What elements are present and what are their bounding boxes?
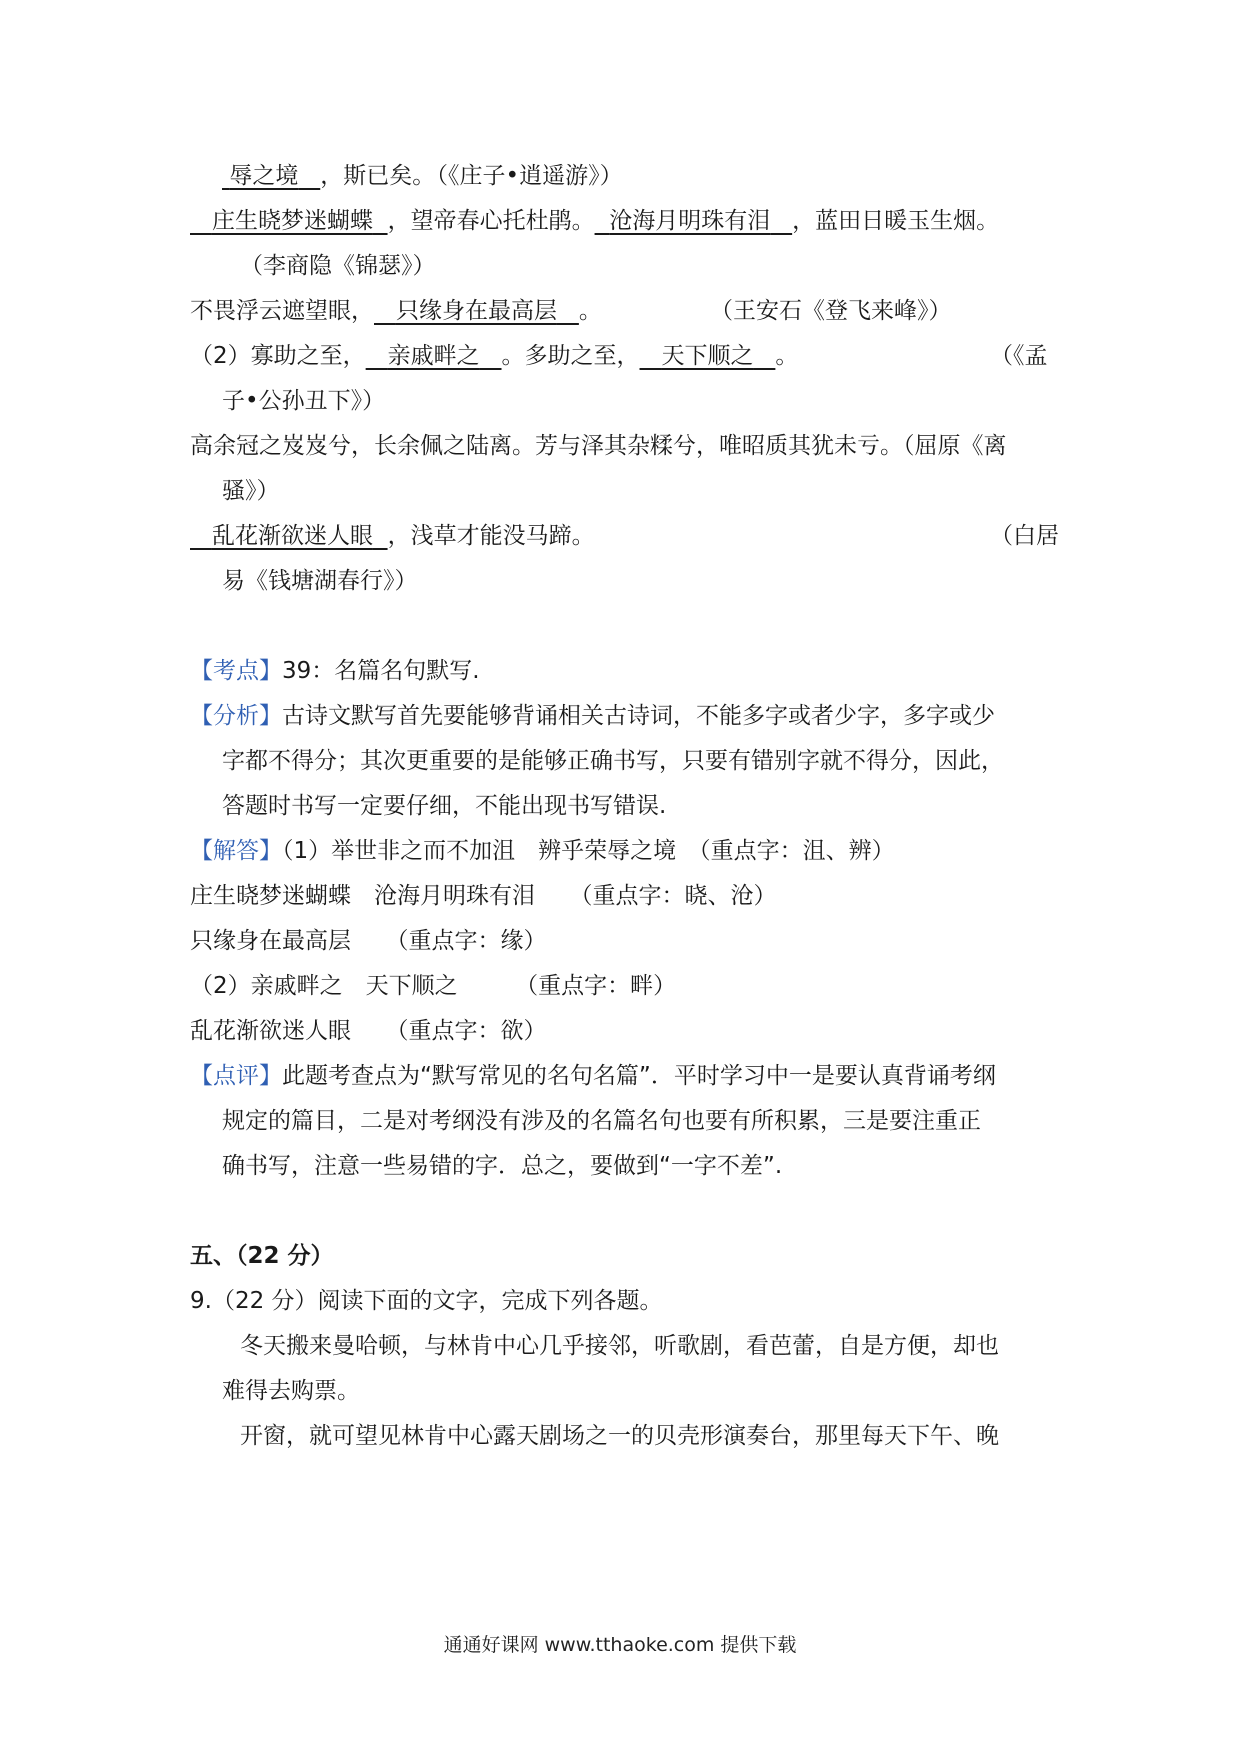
fenxi-line: 字都不得分；其次更重要的是能够正确书写，只要有错别字就不得分，因此， — [222, 748, 1004, 774]
answer-blank: 乱花渐欲迷人眼 — [211, 523, 373, 549]
answer-blank: 只缘身在最高层 — [395, 298, 557, 324]
dianping-line: 【点评】此题考查点为“默写常见的名句名篇”．平时学习中一是要认真背诵考纲 — [190, 1063, 996, 1089]
source-citation: （《孟 — [990, 343, 1048, 369]
source-citation: 骚》） — [222, 478, 280, 504]
passage-line: 冬天搬来曼哈顿，与林肯中心几乎接邻，听歌剧，看芭蕾，自是方便，却也 — [240, 1333, 999, 1359]
jieda-tag: 【解答】 — [190, 838, 282, 864]
poem-line-9: 乱花渐欲迷人眼 ，浅草才能没马蹄。 — [190, 520, 595, 552]
dianping-line: 规定的篇目，二是对考纲没有涉及的名篇名句也要有所积累，三是要注重正 — [222, 1108, 981, 1134]
kaodian-tag: 【考点】 — [190, 658, 282, 684]
poem-line-4: 不畏浮云遮望眼， 只缘身在最高层 。 — [190, 298, 602, 324]
source-citation: 子•公孙丑下》） — [222, 388, 386, 414]
answer-blank: 沧海月明珠有泪 — [609, 208, 771, 234]
answer-blank: 天下顺之 — [661, 343, 754, 369]
answer-blank: 亲戚畔之 — [387, 343, 480, 369]
kaodian-line: 【考点】39：名篇名句默写. — [190, 658, 480, 684]
passage-line: 难得去购票。 — [222, 1378, 360, 1404]
poem-line-2: 庄生晓梦迷蝴蝶 ，望帝春心托杜鹃。 沧海月明珠有泪 ，蓝田日暖玉生烟。 — [190, 205, 999, 237]
source-citation: 易《钱塘湖春行》） — [222, 568, 418, 594]
fenxi-line: 答题时书写一定要仔细，不能出现书写错误. — [222, 793, 667, 819]
jieda-line: 只缘身在最高层 （重点字：缘） — [190, 928, 547, 954]
jieda-line: 乱花渐欲迷人眼 （重点字：欲） — [190, 1018, 547, 1044]
dianping-tag: 【点评】 — [190, 1063, 282, 1089]
answer-blank: 辱之境 — [229, 163, 299, 189]
section-heading: 五、（22 分） — [190, 1243, 334, 1269]
jieda-line: 【解答】（1）举世非之而不加沮 辨乎荣辱之境 （重点字：沮、辨） — [190, 838, 895, 864]
source-citation: （王安石《登飞来峰》） — [710, 298, 952, 324]
source-citation: （李商隐《锦瑟》） — [240, 253, 436, 279]
source-citation: （《庄子•逍遥游》） — [425, 163, 623, 189]
question-9: 9.（22 分）阅读下面的文字，完成下列各题。 — [190, 1288, 663, 1314]
fenxi-line: 【分析】古诗文默写首先要能够背诵相关古诗词，不能多字或者少字，多字或少 — [190, 703, 995, 729]
jieda-line: （2）亲戚畔之 天下顺之 （重点字：畔） — [190, 973, 677, 999]
page-footer: 通通好课网 www.tthaoke.com 提供下载 — [443, 1634, 797, 1656]
poem-line-7: 高余冠之岌岌兮，长余佩之陆离。芳与泽其杂糅兮，唯昭质其犹未亏。（屈原《离 — [190, 433, 1007, 459]
dianping-line: 确书写，注意一些易错的字．总之，要做到“一字不差”. — [222, 1153, 783, 1179]
poem-line-1: 辱之境 ，斯已矣。 — [222, 160, 435, 192]
source-citation: （白居 — [990, 523, 1059, 549]
jieda-line: 庄生晓梦迷蝴蝶 沧海月明珠有泪 （重点字：晓、沧） — [190, 883, 777, 909]
fenxi-tag: 【分析】 — [190, 703, 282, 729]
poem-line-5: （2）寡助之至， 亲戚畔之 。多助之至， 天下顺之 。 — [190, 343, 799, 369]
passage-line: 开窗，就可望见林肯中心露天剧场之一的贝壳形演奏台，那里每天下午、晚 — [240, 1423, 999, 1449]
answer-blank: 庄生晓梦迷蝴蝶 — [211, 208, 373, 234]
